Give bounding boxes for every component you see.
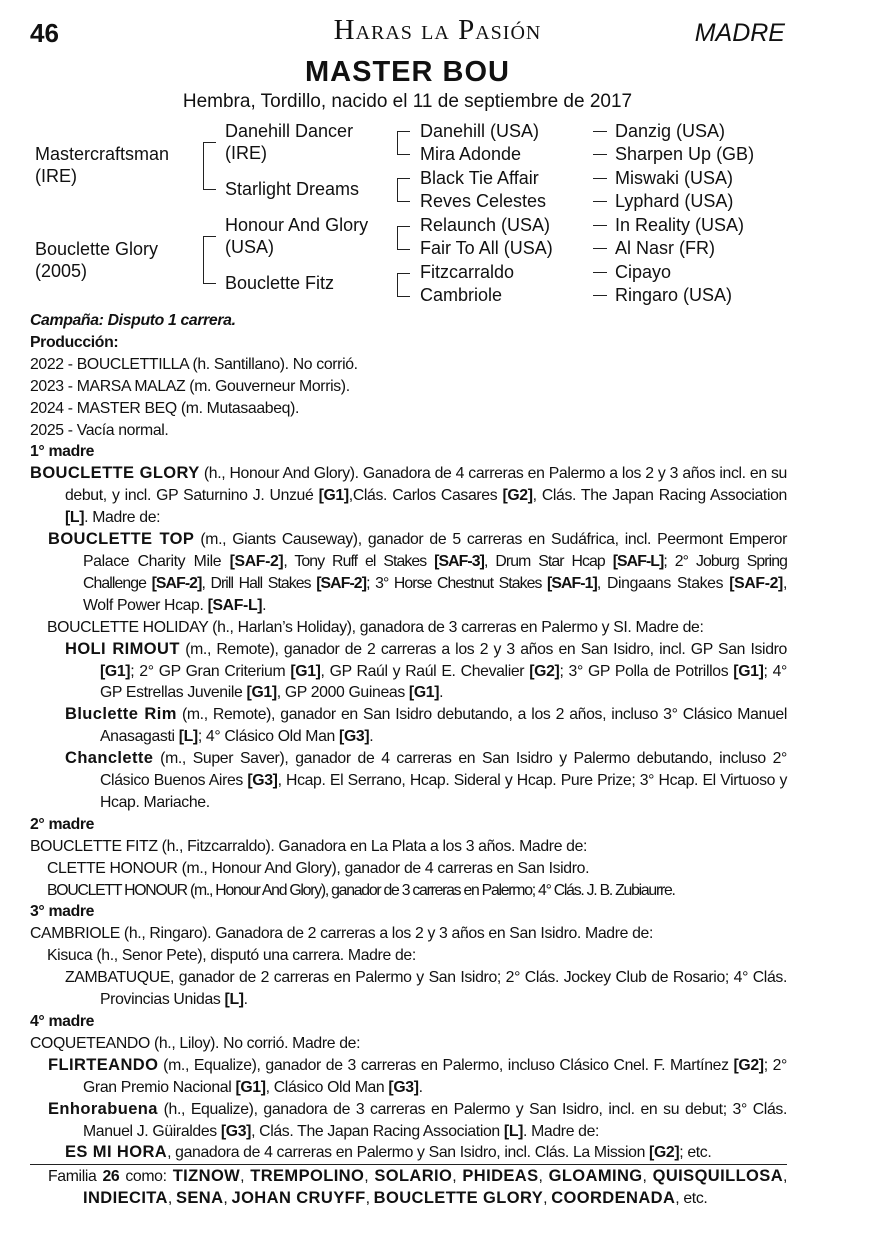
- produce-entry: Enhorabuena (h., Equalize), ganadora de 3 carreras en Palermo y San Isidro, incl. en su debut; 3° Clás. Manuel J. Güiraldes [G3], Clás. The Japan Racing Association [L]. Madre de:: [48, 1099, 787, 1140]
- dam1-intro: BOUCLETTE GLORY (h., Honour And Glory). Ganadora de 4 carreras en Palermo a los 2 y 3 años incl. en su debut, y incl. GP Saturnino J. Unzué [G1],Clás. Carlos Casares [G2], Clás. The Japan Racing Association [L]. Madre de:: [30, 464, 787, 527]
- grade-badge: [SAF-1]: [546, 574, 597, 592]
- dam3-intro: CAMBRIOLE (h., Ringaro). Ganadora de 2 carreras a los 2 y 3 años en San Isidro. Madre de:: [30, 925, 653, 943]
- grade-badge: [L]: [178, 728, 198, 746]
- dam1-label: 1° madre: [30, 443, 95, 461]
- grade-badge: [L]: [503, 1122, 524, 1140]
- produce-entry: BOUCLETTE HOLIDAY (h., Harlan’s Holiday), ganadora de 3 carreras en Palermo y SI. Madre de:: [47, 618, 704, 636]
- family-member-name: SOLARIO: [374, 1167, 453, 1186]
- grade-badge: [G1]: [318, 487, 349, 505]
- produce-entry: ZAMBATUQUE, ganador de 2 carreras en Palermo y San Isidro; 2° Clás. Jockey Club de Rosario; 4° Clás. Provincias Unidas [L].: [65, 969, 787, 1009]
- section-label: MADRE: [694, 19, 785, 47]
- family-member-name: PHIDEAS: [462, 1167, 539, 1186]
- grade-badge: [SAF-3]: [434, 552, 485, 570]
- pedigree-dash: [593, 178, 607, 179]
- grade-badge: [G3]: [388, 1078, 419, 1096]
- pedigree-gen3: Relaunch (USA): [420, 215, 551, 235]
- grade-badge: [G1]: [733, 662, 764, 680]
- family-member-name: SENA: [175, 1189, 224, 1208]
- pedigree-gen4: Lyphard (USA): [615, 191, 734, 211]
- produce-entry: Bluclette Rim (m., Remote), ganador en San Isidro debutando, a los 2 años, incluso 3° Clásico Manuel Anasagasti [L]; 4° Clásico Old Man [G3].: [65, 705, 787, 746]
- pedigree-sire-dam: Starlight Dreams: [225, 179, 360, 199]
- pedigree-gen4: Miswaki (USA): [615, 168, 734, 188]
- grade-badge: [SAF-2]: [151, 574, 202, 592]
- family-names: TIZNOW, TREMPOLINO, SOLARIO, PHIDEAS, GLOAMING, QUISQUILLOSA, INDIECITA, SENA, JOHAN CRUYFF, BOUCLETTE GLORY, COORDENADA: [83, 1167, 788, 1208]
- pedigree-dash: [593, 272, 607, 273]
- pedigree-bracket: [397, 273, 410, 297]
- family-number: 26: [102, 1168, 120, 1186]
- grade-badge: [SAF-L]: [612, 552, 664, 570]
- pedigree-dash: [593, 248, 607, 249]
- dam2-intro: BOUCLETTE FITZ (h., Fitzcarraldo). Ganadora en La Plata a los 3 años. Madre de:: [30, 837, 588, 855]
- dam2-label: 2° madre: [30, 815, 95, 833]
- family-member-name: COORDENADA: [551, 1189, 676, 1208]
- pedigree-bracket: [203, 236, 216, 284]
- pedigree-bracket: [397, 226, 410, 250]
- produce-entry: HOLI RIMOUT (m., Remote), ganador de 2 carreras a los 2 y 3 años en San Isidro, incl. GP San Isidro [G1]; 2° GP Gran Criterium [G1], GP Raúl y Raúl E. Chevalier [G2]; 3° GP Polla de Potrillos [G1]; 4° GP Estrellas Juvenile [G1], GP 2000 Guineas [G1].: [65, 639, 787, 702]
- grade-badge: [L]: [65, 509, 85, 527]
- family-member-name: GLOAMING: [548, 1167, 643, 1186]
- grade-badge: [SAF-2]: [316, 574, 367, 592]
- pedigree-bracket: [397, 178, 410, 202]
- produce-entry: FLIRTEANDO (m., Equalize), ganador de 3 carreras en Palermo, incluso Clásico Cnel. F. Martínez [G2]; 2° Gran Premio Nacional [G1], Clásico Old Man [G3].: [48, 1055, 787, 1096]
- family-line: Familia 26 como: TIZNOW, TREMPOLINO, SOLARIO, PHIDEAS, GLOAMING, QUISQUILLOSA, INDIECITA, SENA, JOHAN CRUYFF, BOUCLETTE GLORY, COORDENADA, etc.: [30, 1164, 787, 1210]
- winner-name: Enhorabuena: [48, 1099, 158, 1118]
- pedigree-dam: Bouclette Glory (2005): [35, 239, 159, 281]
- pedigree-gen4: In Reality (USA): [615, 215, 745, 235]
- pedigree-gen4: Ringaro (USA): [615, 285, 733, 305]
- farm-name: Haras la Pasión: [333, 14, 542, 46]
- family-member-name: JOHAN CRUYFF: [231, 1189, 366, 1208]
- pedigree-gen3: Danehill (USA): [420, 121, 540, 141]
- page-number: 46: [30, 18, 59, 48]
- pedigree-dash: [593, 201, 607, 202]
- grade-badge: [L]: [224, 991, 244, 1009]
- grade-badge: [G1]: [290, 662, 321, 680]
- winner-name: Chanclette: [65, 749, 154, 768]
- grade-badge: [G1]: [235, 1078, 266, 1096]
- produce-entry: BOUCLETTE TOP (m., Giants Causeway), ganador de 5 carreras en Sudáfrica, incl. Peermont Emperor Palace Charity Mile [SAF-2], Tony Ruff el Stakes [SAF-3], Drum Star Hcap [SAF-L]; 2° Joburg Spring Challenge [SAF-2], Drill Hall Stakes [SAF-2]; 3° Horse Chestnut Stakes [SAF-1], Dingaans Stakes [SAF-2], Wolf Power Hcap. [SAF-L].: [48, 530, 788, 614]
- produce-entry: Chanclette (m., Super Saver), ganador de 4 carreras en San Isidro y Palermo debutando, incluso 2° Clásico Buenos Aires [G3], Hcap. El Serrano, Hcap. Sideral y Hcap. Pure Prize; 3° Hcap. El Virtuoso y Hcap. Mariache.: [65, 749, 787, 811]
- pedigree-gen4: Al Nasr (FR): [615, 238, 715, 258]
- grade-badge: [G1]: [246, 684, 277, 702]
- catalog-body: [30, 310, 787, 1210]
- pedigree-gen4: Sharpen Up (GB): [615, 144, 755, 164]
- pedigree-gen3: Fitzcarraldo: [420, 262, 515, 282]
- pedigree-dam-dam: Bouclette Fitz: [225, 273, 335, 293]
- pedigree-bracket: [203, 142, 216, 190]
- winner-name: BOUCLETTE GLORY: [30, 464, 200, 483]
- produce-entry: CLETTE HONOUR (m., Honour And Glory), ganador de 4 carreras en San Isidro.: [47, 859, 590, 877]
- winner-name: Bluclette Rim: [65, 705, 177, 724]
- campaign-line: Campaña: Disputo 1 carrera.: [30, 312, 236, 329]
- grade-badge: [SAF-2]: [229, 552, 284, 570]
- pedigree-gen4: Cipayo: [615, 262, 672, 282]
- grade-badge: [G3]: [339, 728, 370, 746]
- pedigree-gen3: Reves Celestes: [420, 191, 547, 211]
- pedigree-sire: Mastercraftsman (IRE): [35, 144, 170, 186]
- grade-badge: [G2]: [529, 662, 560, 680]
- winner-name: FLIRTEANDO: [48, 1055, 159, 1074]
- grade-badge: [SAF-2]: [729, 574, 783, 592]
- pedigree-gen3: Cambriole: [420, 285, 503, 305]
- grade-badge: [G2]: [502, 487, 533, 505]
- produce-entry: ES MI HORA, ganadora de 4 carreras en Palermo y San Isidro, incl. Clás. La Mission [G2]; etc.: [65, 1143, 712, 1162]
- pedigree-dam-sire: Honour And Glory (USA): [225, 215, 369, 257]
- pedigree-dash: [593, 225, 607, 226]
- production-item: 2024 - MASTER BEQ (m. Mutasaabeq).: [30, 399, 300, 417]
- pedigree-gen4: Danzig (USA): [615, 121, 726, 141]
- pedigree-dash: [593, 131, 607, 132]
- pedigree-gen3: Mira Adonde: [420, 144, 522, 164]
- dam3-label: 3° madre: [30, 903, 95, 921]
- pedigree-gen3: Fair To All (USA): [420, 238, 553, 258]
- production-item: 2023 - MARSA MALAZ (m. Gouverneur Morris).: [30, 377, 350, 395]
- winner-name: BOUCLETTE TOP: [48, 530, 195, 549]
- winner-name: ES MI HORA: [65, 1143, 168, 1162]
- pedigree-gen3: Black Tie Affair: [420, 168, 539, 188]
- family-member-name: QUISQUILLOSA: [652, 1167, 784, 1186]
- grade-badge: [G3]: [247, 772, 278, 790]
- pedigree-bracket: [397, 131, 410, 155]
- production-item: 2025 - Vacía normal.: [30, 421, 169, 439]
- produce-entry: BOUCLETT HONOUR (m., Honour And Glory), ganador de 3 carreras en Palermo; 4° Clás. J. B. Zubiaurre.: [47, 881, 675, 899]
- produce-entry: Kisuca (h., Senor Pete), disputó una carrera. Madre de:: [47, 947, 416, 965]
- grade-badge: [G2]: [733, 1056, 764, 1074]
- dam4-label: 4° madre: [30, 1013, 95, 1030]
- pedigree-dash: [593, 295, 607, 296]
- grade-badge: [G2]: [649, 1144, 680, 1162]
- family-member-name: TIZNOW: [172, 1167, 241, 1186]
- grade-badge: [G1]: [100, 662, 131, 680]
- family-member-name: TREMPOLINO: [250, 1167, 365, 1186]
- grade-badge: [G3]: [220, 1122, 252, 1140]
- horse-name: MASTER BOU: [305, 56, 510, 88]
- grade-badge: [SAF-L]: [207, 596, 263, 614]
- production-item: 2022 - BOUCLETTILLA (h. Santillano). No corrió.: [30, 355, 358, 373]
- family-member-name: BOUCLETTE GLORY: [373, 1189, 544, 1208]
- pedigree-dash: [593, 154, 607, 155]
- production-label: Producción:: [30, 333, 119, 351]
- horse-description: Hembra, Tordillo, nacido el 11 de septiembre de 2017: [182, 91, 633, 112]
- family-member-name: INDIECITA: [83, 1189, 168, 1208]
- dam4-intro: COQUETEANDO (h., Liloy). No corrió. Madre de:: [30, 1034, 361, 1052]
- winner-name: HOLI RIMOUT: [65, 639, 180, 658]
- pedigree-sire-sire: Danehill Dancer (IRE): [225, 121, 354, 163]
- grade-badge: [G1]: [408, 684, 440, 702]
